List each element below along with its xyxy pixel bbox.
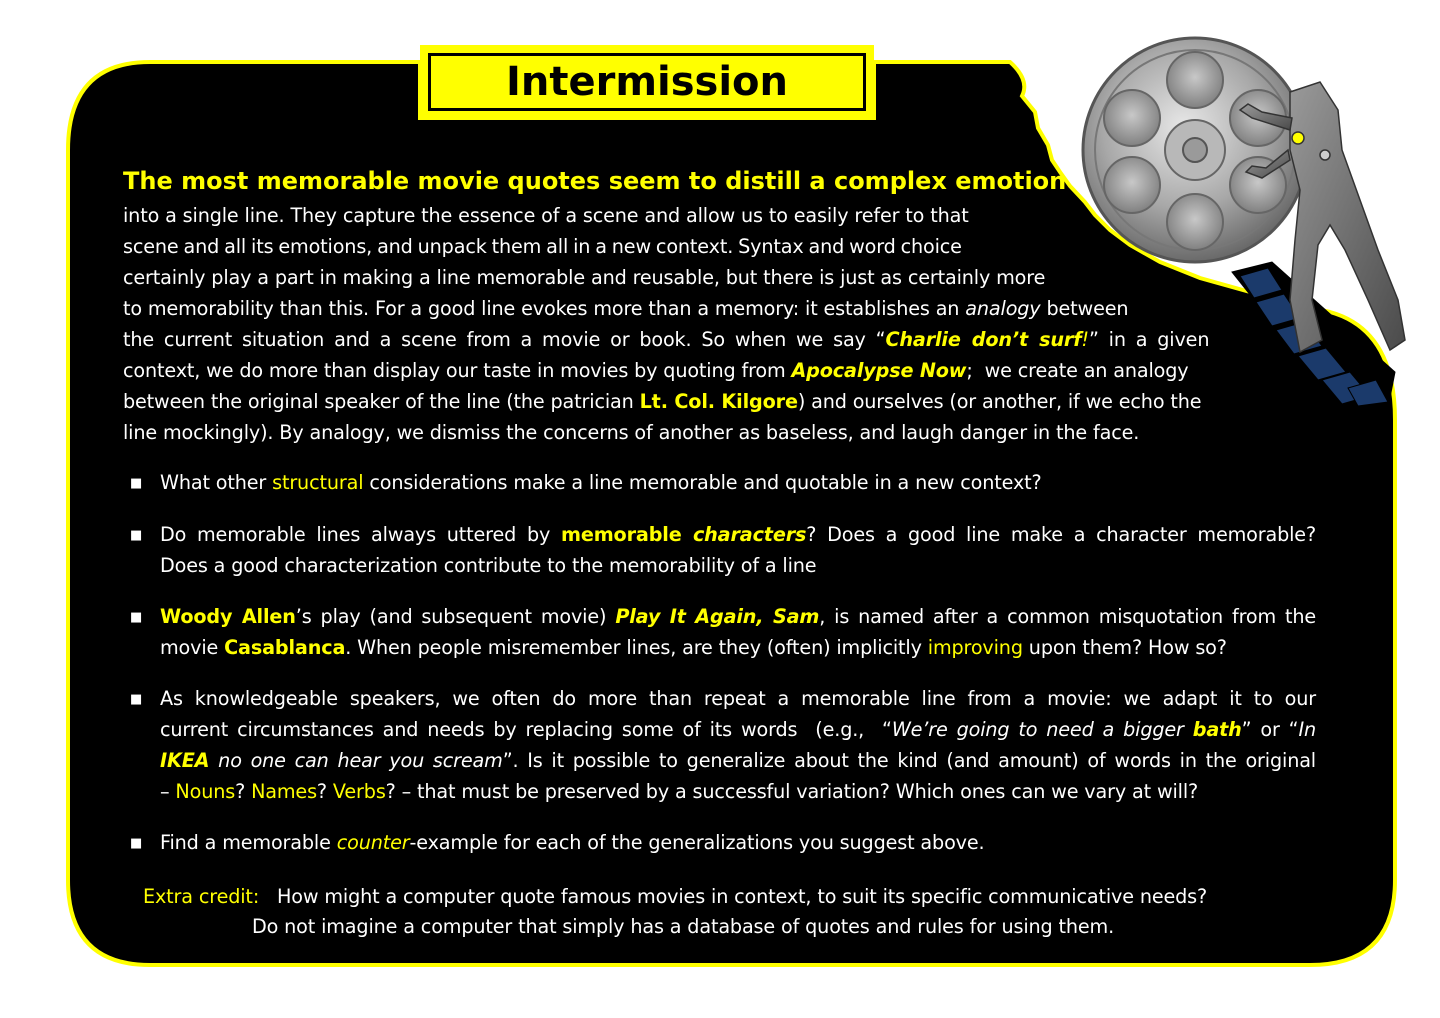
bullet-item-continuation xyxy=(160,749,1316,772)
title-frame xyxy=(428,53,866,111)
quote-charlie: Charlie don’t surf xyxy=(885,328,1082,351)
paragraph-line xyxy=(123,359,1189,382)
text-run: – xyxy=(160,780,176,803)
bullet-item-continuation: Does a good characterization contribute to the memorability of a line xyxy=(160,554,817,577)
character-kilgore: Lt. Col. Kilgore xyxy=(639,390,798,413)
bullet-marker: ■ xyxy=(130,528,143,543)
paragraph-line: scene and all its emotions, and unpack them all in a new context. Syntax and word choice xyxy=(123,235,962,258)
quote-scream: no one can hear you scream xyxy=(209,749,503,772)
term-memorable: memorable xyxy=(561,523,693,546)
text-run: ? – that must be preserved by a successful variation? Which ones can we vary at will? xyxy=(385,780,1199,803)
text-run: ) and ourselves (or another, if we echo the xyxy=(797,390,1202,413)
text-run: between the original speaker of the line (the patrician xyxy=(123,390,640,413)
movie-casablanca: Casablanca xyxy=(224,636,346,659)
bullet-marker: ■ xyxy=(130,836,143,851)
bullet-item xyxy=(160,687,1316,710)
extra-credit-question xyxy=(143,885,1207,908)
quote-in: In xyxy=(1298,718,1316,741)
text-run: ’s play (and subsequent movie) xyxy=(295,605,616,628)
paragraph-line xyxy=(123,328,1209,351)
film-reel-icon xyxy=(1083,38,1307,262)
bullet-item xyxy=(160,523,1316,546)
text-run: As knowledgeable speakers, we often do more than repeat a memorable line from a movie: we adapt it to our xyxy=(160,687,1316,710)
bullet-item-continuation xyxy=(160,718,1316,741)
text-run: : xyxy=(252,885,260,908)
term-analogy: analogy xyxy=(965,297,1041,320)
bullet-item-continuation xyxy=(160,636,1227,659)
text-run: -example for each of the generalizations you suggest above. xyxy=(409,831,985,854)
text-run: Find a memorable xyxy=(160,831,337,854)
quote-bigger: We’re going to need a bigger xyxy=(891,718,1193,741)
brand-ikea: IKEA xyxy=(160,749,210,772)
term-verbs: Verbs xyxy=(332,780,386,803)
term-nouns: Nouns xyxy=(175,780,236,803)
text-run: ? xyxy=(235,780,252,803)
text-run: the current situation and a scene from a movie or book. So when we say “ xyxy=(123,328,886,351)
term-counter: counter xyxy=(336,831,410,854)
paragraph-line xyxy=(123,390,1201,413)
text-run: ? xyxy=(316,780,333,803)
paragraph-line: line mockingly). By analogy, we dismiss the concerns of another as baseless, and laugh danger in the face. xyxy=(123,421,1140,444)
paragraph-line xyxy=(123,297,1128,320)
text-run: Do memorable lines always uttered by xyxy=(160,523,561,546)
text-run: context, we do more than display our taste in movies by quoting from xyxy=(123,359,792,382)
text-run: . When people misremember lines, are they (often) implicitly xyxy=(345,636,928,659)
text-run: ? Does a good line make a character memorable? xyxy=(806,523,1316,546)
term-characters: characters xyxy=(692,523,807,546)
paragraph-line: certainly play a part in making a line memorable and reusable, but there is just as certainly more xyxy=(123,266,1046,289)
text-run: What other xyxy=(160,471,273,494)
bullet-marker: ■ xyxy=(130,610,143,625)
extra-credit-label: Extra credit xyxy=(143,885,253,908)
extra-credit-note: Do not imagine a computer that simply has a database of quotes and rules for using them. xyxy=(252,915,1115,938)
text-run: current circumstances and needs by replacing some of its words (e.g., “ xyxy=(160,718,892,741)
person-woody-allen: Woody Allen xyxy=(160,605,296,628)
text-run: ”. Is it possible to generalize about the kind (and amount) of words in the original xyxy=(502,749,1316,772)
text-run: movie xyxy=(160,636,225,659)
text-run: How might a computer quote famous movies in context, to suit its specific communicative needs? xyxy=(277,885,1208,908)
bullet-marker: ■ xyxy=(130,476,143,491)
text-run: to memorability than this. For a good line evokes more than a memory: it establishes an xyxy=(123,297,966,320)
text-run: upon them? How so? xyxy=(1022,636,1227,659)
term-structural: structural xyxy=(272,471,364,494)
movie-apocalypse-now: Apocalypse Now xyxy=(791,359,967,382)
text-run: ” or “ xyxy=(1241,718,1299,741)
text-run: , is named after a common misquotation from the xyxy=(819,605,1317,628)
bullet-item xyxy=(160,471,1042,494)
text-run: ” in a given xyxy=(1088,328,1210,351)
text-run: considerations make a line memorable and quotable in a new context? xyxy=(363,471,1042,494)
text-run: between xyxy=(1040,297,1129,320)
bullet-marker: ■ xyxy=(130,692,143,707)
page-title: Intermission xyxy=(505,59,788,105)
title-banner xyxy=(420,45,874,119)
term-names: Names xyxy=(251,780,317,803)
bullet-item xyxy=(160,831,984,854)
text-run: ; we create an analogy xyxy=(966,359,1189,382)
lead-sentence: The most memorable movie quotes seem to distill a complex emotion xyxy=(123,167,1067,195)
text-run xyxy=(259,885,277,908)
bullet-item-continuation xyxy=(160,780,1198,803)
bullet-item xyxy=(160,605,1316,628)
term-improving: improving xyxy=(927,636,1023,659)
quote-bath: bath xyxy=(1192,718,1242,741)
text-run: ! xyxy=(1081,328,1089,351)
movie-play-it-again-sam: Play It Again, Sam xyxy=(615,605,820,628)
paragraph-line: into a single line. They capture the essence of a scene and allow us to easily refer to that xyxy=(123,204,969,227)
